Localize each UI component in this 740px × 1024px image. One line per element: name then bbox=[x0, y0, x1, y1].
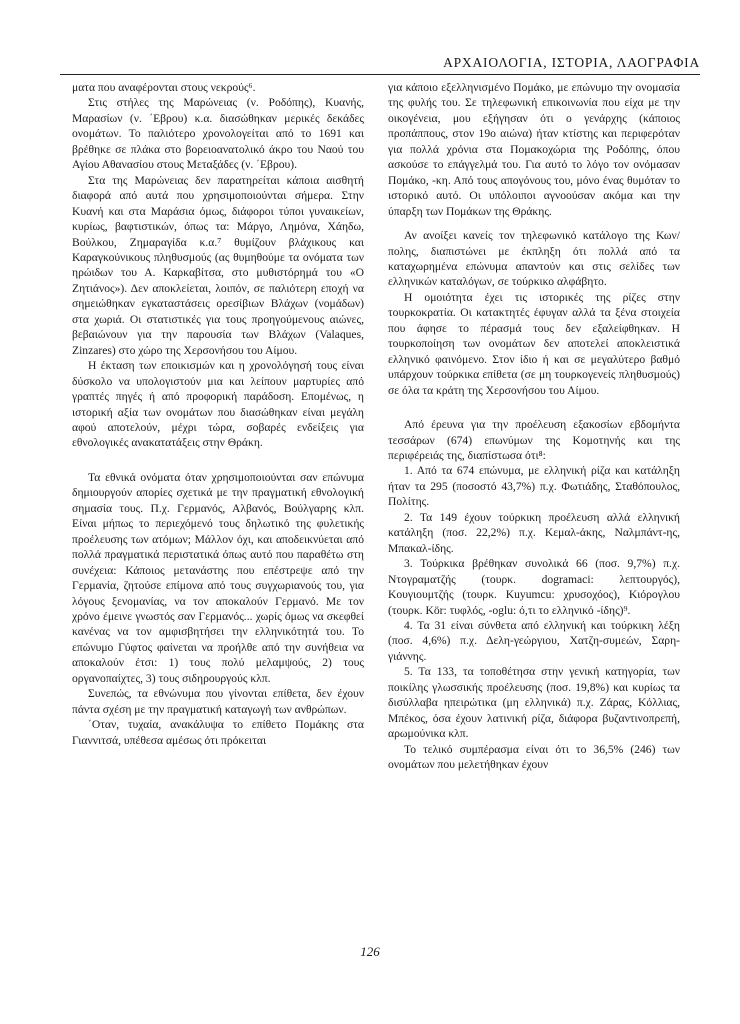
list-item: 1. Από τα 674 επώνυμα, με ελληνική ρίζα και κατάληξη ήταν τα 295 (ποσοστό 43,7%) π.χ. Φωτιάδης, Σταθόπουλος, Πολίτης. bbox=[388, 464, 680, 509]
paragraph: Αν ανοίξει κανείς τον τηλεφωνικό κατάλογο της Κων/πολης, διαπιστώνει με έκπληξη ότι πολλά από τα καταχωρημένα επώνυμα απαντούν και στις σελίδες των ελληνικών καταλόγων, σε τούρκικο αλφάβητο. bbox=[388, 229, 680, 289]
section-gap bbox=[388, 398, 680, 417]
section-gap bbox=[388, 219, 680, 228]
running-header: ΑΡΧΑΙΟΛΟΓΙΑ, ΙΣΤΟΡΙΑ, ΛΑΟΓΡΑΦΙΑ bbox=[60, 55, 700, 75]
list-item: 5. Τα 133, τα τοποθέτησα στην γενική κατηγορία, των ποικίλης γλωσσικής προέλευσης (ποσ. 19,8%) και κυρίως τα δισύλλαβα ηπειρώτικα (μη ελληνικά) π.χ. Ζάρας, Κόλλιας, Μπέκος, όσα έχουν λατινική ρίζα, διάφορα βυζαντινοπρεπή, αρωμούνικα κλπ. bbox=[388, 665, 680, 741]
paragraph: Από έρευνα για την προέλευση εξακοσίων εβδομήντα τεσσάρων (674) επωνύμων της Κομοτηνής και της περιφέρειάς της, διαπίστωσα ότι⁸: bbox=[388, 418, 680, 462]
right-column bbox=[388, 80, 680, 772]
page-number: 126 bbox=[360, 944, 380, 959]
section-gap bbox=[72, 451, 364, 470]
paragraph: ΄Οταν, τυχαία, ανακάλυψα το επίθετο Πομάκης στα Γιαννιτσά, υπέθεσα αμέσως ότι πρόκειται bbox=[72, 718, 364, 747]
paragraph: για κάποιο εξελληνισμένο Πομάκο, με επώνυμο την ονομασία της φυλής του. Σε τηλεφωνική επικοινωνία που είχα με την οικογένεια, μου εξήγησαν ότι ο γενάρχης (κάποιος προπάππους, στον 19ο αιώνα) ήταν κτίστης και περιφερόταν για πολλά χρόνια στα Πομακοχώρια της Ροδόπης, όπου ασκούσε το επάγγελμά του. Για αυτό το λόγο τον ονόμασαν Πομάκο, -κη. Από τους απογόνους του, μόνο ένας θυμόταν το ιστορικό αυτό. Οι υπόλοιποι αγνοούσαν ακόμα και την ύπαρξη των Πομάκων της Θράκης. bbox=[388, 81, 680, 218]
paragraph: Η ομοιότητα έχει τις ιστορικές της ρίζες στην τουρκοκρατία. Οι κατακτητές έφυγαν αλλά τα ξένα στοιχεία που άφησε το πέρασμά τους δεν εξαλείφθηκαν. Η τουρκοποίηση των ονομάτων δεν αποτελεί αποκλειστικά ελληνικό φαινόμενο. Στον ίδιο ή και σε μεγαλύτερο βαθμό υπάρχουν τούρκικα επίθετα (σε μη τουρκογενείς πληθυσμούς) σε όλα τα κράτη της Χερσονήσου του Αίμου. bbox=[388, 290, 680, 397]
list-item: 2. Τα 149 έχουν τούρκικη προέλευση αλλά ελληνική κατάληξη (ποσ. 22,2%) π.χ. Κεμαλ-άκης, Ναλμπάντ-ης, Μπακαλ-ίδης. bbox=[388, 510, 680, 555]
paragraph: Το τελικό συμπέρασμα είναι ότι το 36,5% (246) των ονομάτων που μελετήθηκαν έχουν bbox=[388, 742, 680, 772]
paragraph: ματα που αναφέρονται στους νεκρούς⁶. bbox=[72, 81, 256, 94]
paragraph: Τα εθνικά ονόματα όταν χρησιμοποιούνται σαν επώνυμα δημιουργούν απορίες σχετικά με την πραγματική εθνολογική σημασία τους. Π.χ. Γερμανός, Αλβανός, Βούλγαρης κλπ. Είναι μήπως το περιεχόμενό τους δηλωτικό της φυλετικής προέλευσης των ατόμων; Μάλλον όχι, και αποδεικνύεται από πολλά πραγματικά περιστατικά όπως αυτό που παραθέτω στη συνέχεια: Κάποιος μετανάστης που επέστρεψε από την Γερμανία, ζητούσε επίμονα από τους συγχωριανούς του, για λόγους ξενομανίας, να τον αποκαλούν Γερμανό. Με τον χρόνο έμεινε γνωστός σαν Γερμανός... χωρίς όμως να σκεφθεί κανένας να τον αμφισβητήσει την ελληνικότητά του. Το επώνυμο Γύφτος φαίνεται να προήλθε από την συνήθεια να αποκαλούν έτσι: 1) τους πολύ μελαμψούς, 2) τους οργανοπαίχτες, 3) τους σιδηρουργούς κλπ. bbox=[72, 470, 364, 685]
paragraph: Συνεπώς, τα εθνώνυμα που γίνονται επίθετα, δεν έχουν πάντα σχέση με την πραγματική καταγωγή των ανθρώπων. bbox=[72, 687, 364, 716]
left-column bbox=[72, 80, 364, 748]
list-item: 3. Τούρκικα βρέθηκαν συνολικά 66 (ποσ. 9,7%) π.χ. Ντογραματζής (τουρκ. dogramaci: λεπτουργός), Κουγιουμτζής (τουρκ. Kuyumcu: χρυσοχόος), Κιόρογλου (τουρκ. Kör: τυφλός, -oglu: ό,τι το ελληνικό -ίδης)⁹. bbox=[388, 557, 680, 617]
paragraph: Στα της Μαρώνειας δεν παρατηρείται κάποια αισθητή διαφορά από αυτά που χρησιμοποιούνται σήμερα. Στην Κυανή και στα Μαράσια όμως, διάφοροι τύποι γυναικείων, κυρίως, βαφτιστικών, όπως τα: Μάργο, Λημόνα, Χάηδω, Βούλκου, Ζημαραγίδα κ.α.⁷ θυμίζουν βλάχικους και Καραγκούνικους πληθυσμούς (ας θυμηθούμε τα ονόματα των ηρώιδων του Α. Καρκαβίτσα, στο μυθιστόρημά του «Ο Ζητιάνος»). Δεν αποκλείεται, λοιπόν, σε παλιότερη εποχή να σημειώθηκαν εγκαταστάσεις ορεσίβιων Βλάχων (νομάδων) στα χωριά. Οι στατιστικές για τους προηγούμενους αιώνες, βεβαιώνουν για την παρουσία των Βλάχων (Valaques, Zinzares) στο χώρο της Χερσονήσου του Αίμου. bbox=[72, 173, 364, 357]
paragraph: Στις στήλες της Μαρώνειας (ν. Ροδόπης), Κυανής, Μαρασίων (ν. ΄Εβρου) κ.α. διασώθηκαν μερικές δεκάδες ονομάτων. Το παλιότερο χρονολογείται από το 1691 και βρέθηκε σε πλάκα στο βορειοανατολικό άκρο του Ναού του Αγίου Αθανασίου στους Μεταξάδες (ν. ΄Εβρου). bbox=[72, 96, 364, 172]
paragraph: Η έκταση των εποικισμών και η χρονολόγησή τους είναι δύσκολο να υπολογιστούν μια και λείπουν μαρτυρίες από γραπτές πηγές ή από προφορική παράδοση. Επομένως, η ιστορική αξία των ονομάτων που διασώθηκαν είναι μεγάλη αφού αποτελούν, μέχρι τώρα, σοβαρές ενδείξεις για εθνολογικές ανακατατάξεις στην Θράκη. bbox=[72, 359, 364, 450]
list-item: 4. Τα 31 είναι σύνθετα από ελληνική και τούρκικη λέξη (ποσ. 4,6%) π.χ. Δελη-γεώργιου, Χατζη-συμεών, Σαρη-γιάννης. bbox=[388, 618, 680, 663]
